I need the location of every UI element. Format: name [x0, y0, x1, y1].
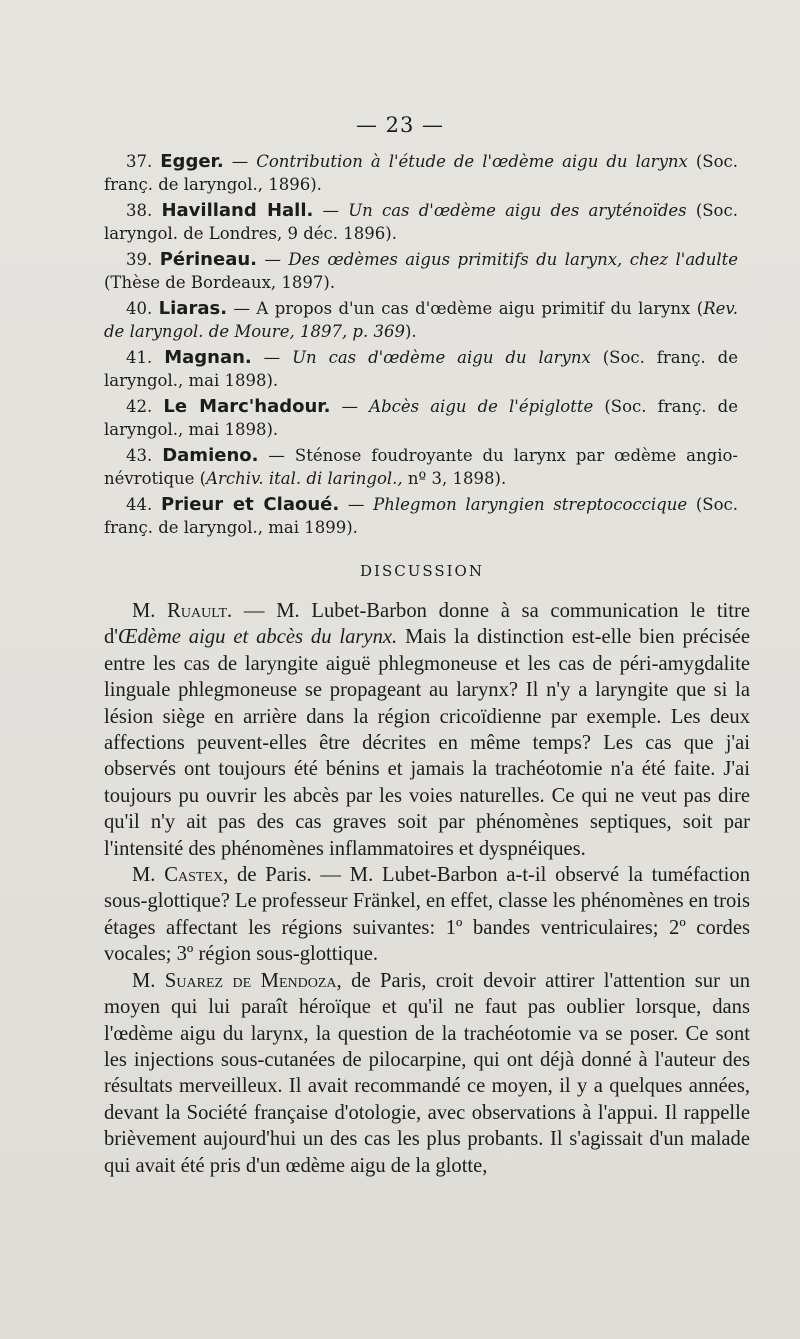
- reference-entry: [104, 297, 738, 343]
- discussion-heading: DISCUSSION: [360, 562, 484, 580]
- reference-number: 39.: [126, 250, 153, 269]
- reference-separator: —: [330, 397, 370, 416]
- reference-separator: —: [251, 348, 293, 367]
- paragraph-suarez: [104, 968, 750, 1179]
- reference-entry: [104, 199, 738, 245]
- reference-title: Des œdèmes aigus primitifs du larynx, chez l'adulte: [288, 250, 739, 269]
- speaker-name: M. Suarez de Mendoza,: [132, 969, 342, 992]
- paragraph-text: de Paris. — M. Lubet-Barbon a-t-il observé la tuméfaction sous-glottique? Le professeur Fränkel, en effet, classe les phénomènes en trois étages affectant les régions suivantes: 1º bandes ventriculaires; 2º cordes vocales; 3º région sous-glottique.: [104, 864, 750, 966]
- reference-separator: — Sténose foudroyante du larynx par œdème angio-névrotique (: [104, 446, 738, 488]
- paragraph-text: — M. Lubet-Barbon donne à sa communication le titre d': [104, 600, 750, 649]
- reference-source: ).: [404, 322, 417, 341]
- discussion-body: [104, 598, 750, 1179]
- reference-author: Le Marc'hadour.: [163, 396, 331, 417]
- reference-title: Contribution à l'étude de l'œdème aigu du larynx: [256, 152, 688, 171]
- reference-entry: [104, 395, 738, 441]
- reference-source: (Soc. franç. de laryngol., mai 1899).: [104, 495, 738, 537]
- reference-author: Périneau.: [159, 249, 257, 270]
- reference-separator: —: [223, 152, 257, 171]
- reference-title: Archiv. ital. di laringol.,: [206, 469, 403, 488]
- paragraph-text: de Paris, croit devoir attirer l'attention sur un moyen qui lui paraît héroïque et qu'il ne faut pas oublier lorsque, dans l'œdème aigu du larynx, la question de la trachéotomie va se poser. Ce sont les injections sous-cutanées de pilocarpine, qui ont déjà donné à l'auteur des résultats merveilleux. Il avait recommandé ce moyen, il y a quelques années, devant la Société française d'otologie, avec observations à l'appui. Il rappelle brièvement aujourd'hui un des cas les plus probants. Il s'agissait d'un malade qui avait été pris d'un œdème aigu de la glotte,: [104, 969, 750, 1177]
- reference-source: (Thèse de Bordeaux, 1897).: [104, 273, 336, 292]
- reference-number: 41.: [126, 348, 153, 367]
- reference-separator: —: [313, 201, 349, 220]
- reference-separator: — A propos d'un cas d'œdème aigu primitif du larynx (: [227, 299, 704, 318]
- reference-title: Un cas d'œdème aigu du larynx: [292, 348, 591, 367]
- reference-number: 43.: [126, 446, 153, 465]
- reference-number: 37.: [126, 152, 153, 171]
- reference-entry: [104, 346, 738, 392]
- speaker-name: M. Castex,: [132, 864, 229, 887]
- reference-author: Havilland Hall.: [161, 200, 314, 221]
- speaker-name: M. Ruault.: [132, 600, 233, 622]
- reference-title: Abcès aigu de l'épiglotte: [369, 397, 594, 416]
- reference-author: Damieno.: [162, 445, 259, 466]
- bibliography-list: [104, 150, 738, 542]
- reference-source: (Soc. laryngol. de Londres, 9 déc. 1896).: [104, 201, 738, 243]
- reference-author: Egger.: [160, 151, 224, 172]
- reference-title: Un cas d'œdème aigu des aryténoïdes: [348, 201, 687, 220]
- reference-source: (Soc. franç. de laryngol., 1896).: [104, 152, 738, 194]
- paragraph-text: Mais la distinction est-elle bien précisée entre les cas de laryngite aiguë phlegmoneuse et les cas de péri-amygdalite linguale phlegmoneuse se propageant au larynx? Il n'y a laryngite que si la lésion siège en arrière dans la région cricoïdienne par exemple. Les deux affections peuvent-elles être décrites en même temps? Les cas que j'ai observés ont toujours été bénins et jamais la trachéotomie n'a été faite. J'ai toujours pu ouvrir les abcès par les voies naturelles. Ce qui ne veut pas dire qu'il n'y ait pas des cas graves soit par phénomènes septiques, soit par l'intensité des phénomènes inflammatoires et dyspnéiques.: [104, 626, 750, 860]
- reference-separator: —: [257, 250, 289, 269]
- reference-entry: [104, 444, 738, 490]
- reference-author: Prieur et Claoué.: [160, 494, 340, 515]
- reference-source: (Soc. franç. de laryngol., mai 1898).: [104, 397, 738, 439]
- paragraph-italic: Œdème aigu et abcès du larynx.: [118, 626, 398, 649]
- reference-number: 44.: [126, 495, 153, 514]
- reference-title: Rev. de laryngol. de Moure, 1897, p. 369: [104, 299, 739, 341]
- reference-number: 40.: [126, 299, 153, 318]
- reference-author: Liaras.: [158, 298, 228, 319]
- reference-entry: [104, 248, 738, 294]
- reference-source: (Soc. franç. de laryngol., mai 1898).: [104, 348, 738, 390]
- reference-number: 38.: [126, 201, 153, 220]
- paragraph-rault: [104, 598, 750, 862]
- reference-entry: [104, 493, 738, 539]
- paragraph-castex: [104, 862, 750, 968]
- page-number: — 23 —: [355, 113, 445, 137]
- reference-entry: [104, 150, 738, 196]
- reference-source: nº 3, 1898).: [402, 469, 507, 488]
- reference-author: Magnan.: [164, 347, 252, 368]
- reference-title: Phlegmon laryngien streptococcique: [373, 495, 688, 514]
- reference-number: 42.: [126, 397, 153, 416]
- reference-separator: —: [339, 495, 374, 514]
